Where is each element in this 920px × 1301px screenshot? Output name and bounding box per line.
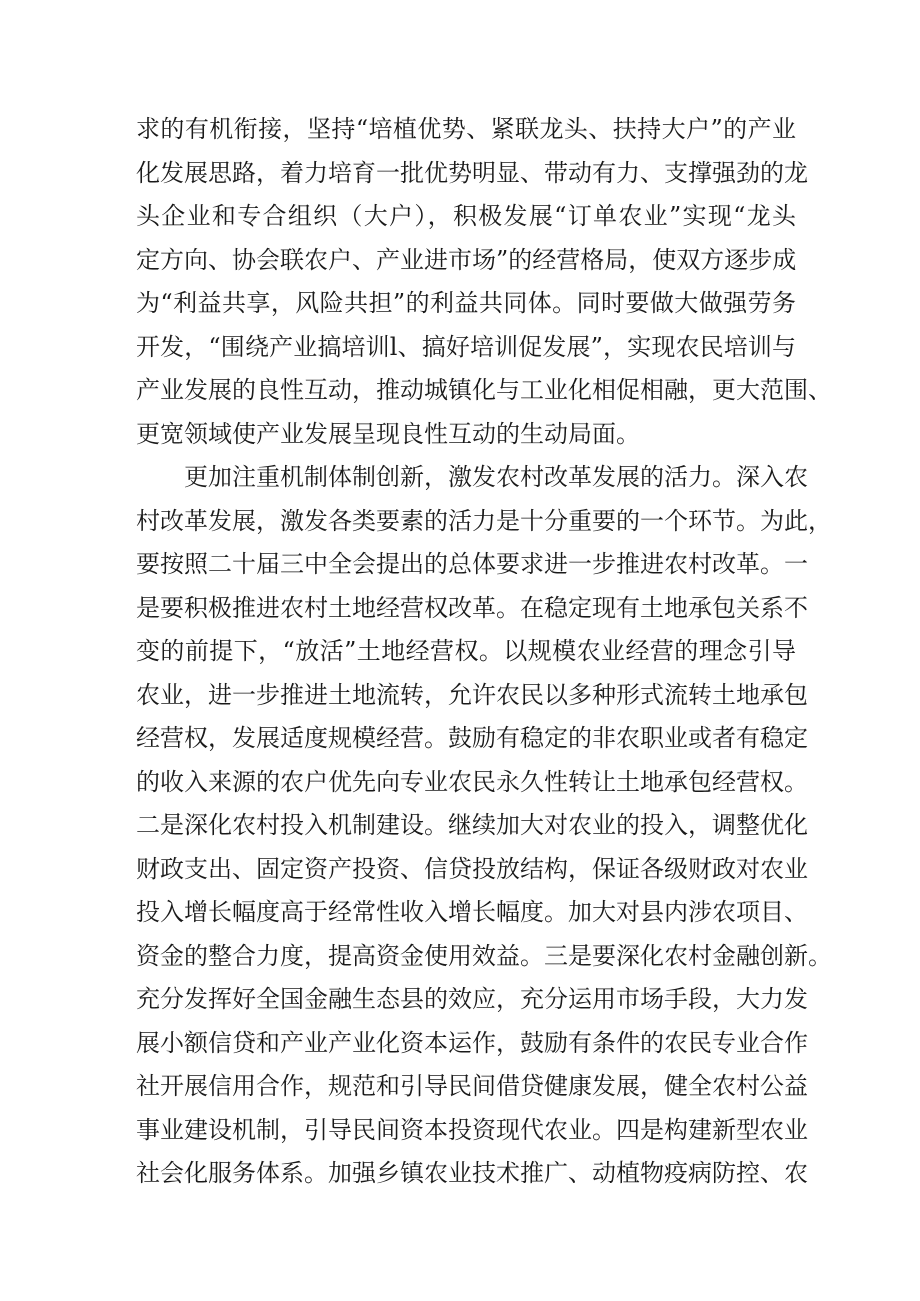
text-line: 定方向、协会联农户、产业进市场”的经营格局，使双方逐步成 xyxy=(136,245,797,274)
text-line: 二是深化农村投入机制建设。继续加大对农业的投入，调整优化 xyxy=(136,811,808,839)
text-line: 更加注重机制体制创新，激发农村改革发展的活力。深入农 xyxy=(184,463,808,491)
text-line: 为“利益共享，风险共担”的利益共同体。同时要做大做强劳务 xyxy=(136,289,796,317)
text-line: 求的有机衔接，坚持“培植优势、紧联龙头、扶持大户”的产业 xyxy=(136,115,796,143)
paragraph-1 xyxy=(136,108,832,456)
text-line: 化发展思路，着力培育一批优势明显、带动有力、支撑强劲的龙 xyxy=(136,158,808,187)
text-line: 财政支出、固定资产投资、信贷投放结构，保证各级财政对农业 xyxy=(136,854,808,883)
text-line: 要按照二十届三中全会提出的总体要求进一步推进农村改革。一 xyxy=(136,550,808,578)
text-line: 更宽领域使产业发展呈现良性互动的生动局面。 xyxy=(136,419,640,448)
text-line: 投入增长幅度高于经常性收入增长幅度。加大对县内涉农项目、 xyxy=(136,898,808,926)
text-line: 经营权，发展适度规模经营。鼓励有稳定的非农职业或者有稳定 xyxy=(136,724,808,752)
text-line: 农业，进一步推进土地流转，允许农民以多种形式流转土地承包 xyxy=(136,680,808,709)
text-line: 头企业和专合组织（大户），积极发展“订单农业”实现“龙头 xyxy=(136,202,796,230)
paragraph-2 xyxy=(136,456,832,1196)
text-line: 开发，“围绕产业搞培训l、搞好培训促发展”，实现农民培训与 xyxy=(136,332,796,361)
text-line: 变的前提下，“放活”土地经营权。以规模农业经营的理念引导 xyxy=(136,637,796,665)
text-line: 村改革发展，激发各类要素的活力是十分重要的一个环节。为此， xyxy=(136,506,832,535)
text-line: 充分发挥好全国金融生态县的效应，充分运用市场手段，大力发 xyxy=(136,985,808,1013)
text-line: 的收入来源的农户优先向专业农民永久性转让土地承包经营权。 xyxy=(136,767,808,796)
text-line: 产业发展的良性互动，推动城镇化与工业化相促相融，更大范围、 xyxy=(136,376,832,404)
text-line: 事业建设机制，引导民间资本投资现代农业。四是构建新型农业 xyxy=(136,1115,808,1144)
text-line: 社会化服务体系。加强乡镇农业技术推广、动植物疫病防控、农 xyxy=(136,1159,808,1187)
text-line: 是要积极推进农村土地经营权改革。在稳定现有土地承包关系不 xyxy=(136,593,808,622)
text-line: 社开展信用合作，规范和引导民间借贷健康发展，健全农村公益 xyxy=(136,1072,808,1100)
text-line: 资金的整合力度，提高资金使用效益。三是要深化农村金融创新。 xyxy=(136,941,832,970)
text-line: 展小额信贷和产业产业化资本运作，鼓励有条件的农民专业合作 xyxy=(136,1028,808,1057)
body-text xyxy=(136,108,832,1196)
